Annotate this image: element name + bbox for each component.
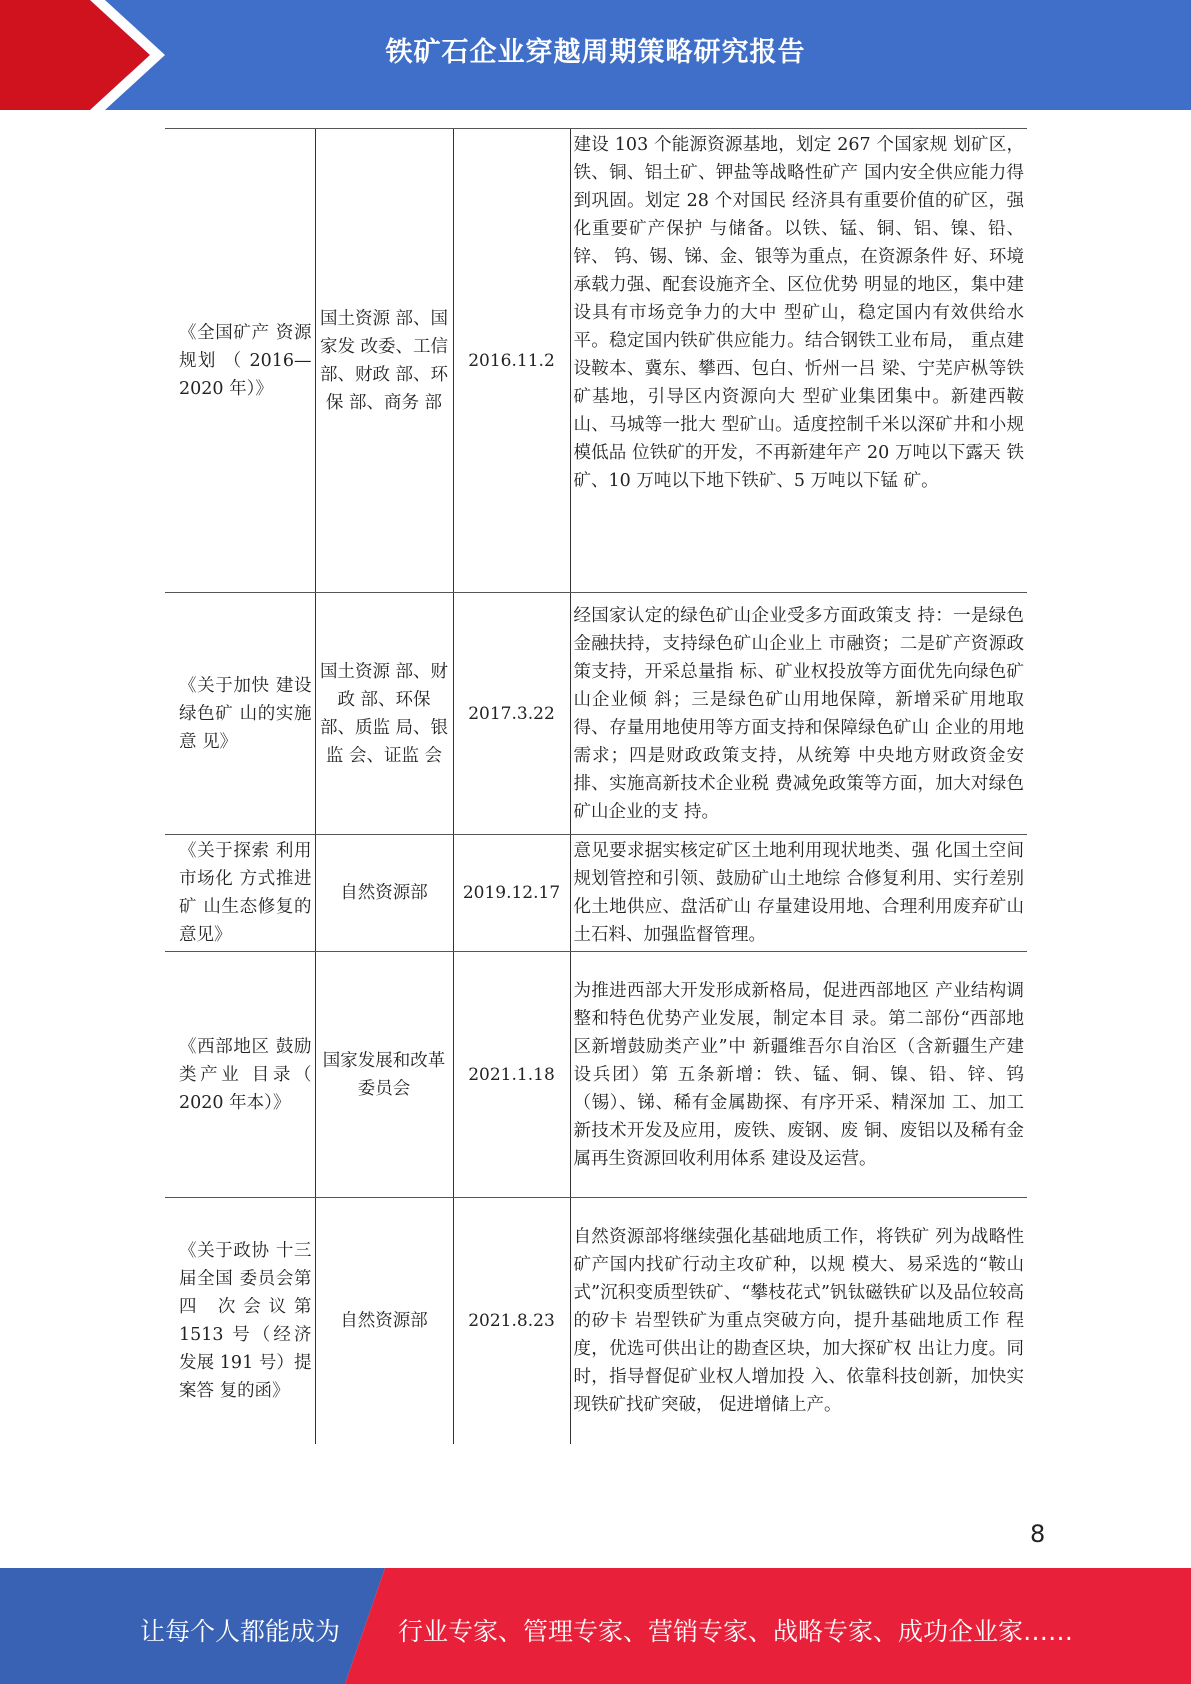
footer-slogan-left: 让每个人都能成为	[140, 1617, 341, 1646]
table-row	[165, 129, 1027, 593]
policy-name: 《西部地区 鼓励类产业 目录（ 2020 年本）》	[165, 952, 315, 1198]
policy-name: 《关于政协 十三届全国 委员会第四 次会议第 1513 号（经济发展 191 号）提案答 复的函》	[165, 1198, 315, 1444]
page-number: 8	[1030, 1520, 1046, 1548]
report-title: 铁矿石企业穿越周期策略研究报告	[385, 37, 806, 68]
issuing-department: 国家发展和改革委员会	[315, 952, 453, 1198]
issue-date: 2021.8.23	[453, 1198, 570, 1444]
policy-content: 自然资源部将继续强化基础地质工作，将铁矿 列为战略性矿产国内找矿行动主攻矿种，以规 模大、易采选的“鞍山式”沉积变质型铁矿、“攀枝花式”钒钛磁铁矿以及品位较高的矽卡 岩型铁矿为重点突破方向，提升基础地质工作 程度，优选可供出让的勘查区块，加大探矿权 出让力度。同时，指导督促矿业权人增加投 入、依靠科技创新，加快实现铁矿找矿突破， 促进增储上产。	[570, 1198, 1027, 1444]
table-row	[165, 593, 1027, 835]
issue-date: 2016.11.2	[453, 129, 570, 593]
policy-name: 《全国矿产 资源规划 （ 2016— 2020 年）》	[165, 129, 315, 593]
table-row	[165, 835, 1027, 952]
footer-slogan-right: 行业专家、管理专家、营销专家、战略专家、成功企业家……	[398, 1617, 1074, 1646]
issue-date: 2017.3.22	[453, 593, 570, 835]
issuing-department: 国土资源 部、财政 部、环保 部、质监 局、银监 会、证监 会	[315, 593, 453, 835]
policy-content: 为推进西部大开发形成新格局，促进西部地区 产业结构调整和特色优势产业发展，制定本目 录。第二部份“西部地区新增鼓励类产业”中 新疆维吾尔自治区（含新疆生产建设兵团）第 五条新增：铁、锰、铜、镍、铅、锌、钨（锡）、锑、稀有金属勘探、有序开采、精深加 工、加工新技术开发及应用，废铁、废钢、废 铜、废铝以及稀有金属再生资源回收利用体系 建设及运营。	[570, 952, 1027, 1198]
issuing-department: 自然资源部	[315, 1198, 453, 1444]
issuing-department: 国土资源 部、国家发 改委、工信 部、财政 部、环保 部、商务 部	[315, 129, 453, 593]
issue-date: 2021.1.18	[453, 952, 570, 1198]
policy-content: 经国家认定的绿色矿山企业受多方面政策支 持：一是绿色金融扶持，支持绿色矿山企业上 市融资；二是矿产资源政策支持，开采总量指 标、矿业权投放等方面优先向绿色矿山企业倾 斜；三是绿色矿山用地保障，新增采矿用地取 得、存量用地使用等方面支持和保障绿色矿山 企业的用地需求；四是财政政策支持，从统筹 中央地方财政资金安排、实施高新技术企业税 费减免政策等方面，加大对绿色矿山企业的支 持。	[570, 593, 1027, 835]
policy-name: 《关于探索 利用市场化 方式推进矿 山生态修复的意见》	[165, 835, 315, 952]
page-footer	[0, 1568, 1191, 1684]
policy-content: 意见要求据实核定矿区土地利用现状地类、强 化国土空间规划管控和引领、鼓励矿山土地综 合修复利用、实行差别化土地供应、盘活矿山 存量建设用地、合理利用废弃矿山土石料、加强监督管理。	[570, 835, 1027, 952]
table-row	[165, 952, 1027, 1198]
issue-date: 2019.12.17	[453, 835, 570, 952]
page-header	[0, 0, 1191, 110]
policy-table	[165, 128, 1027, 1444]
issuing-department: 自然资源部	[315, 835, 453, 952]
policy-name: 《关于加快 建设绿色矿 山的实施意 见》	[165, 593, 315, 835]
table-row	[165, 1198, 1027, 1444]
policy-content: 建设 103 个能源资源基地，划定 267 个国家规 划矿区，铁、铜、铝土矿、钾盐等战略性矿产 国内安全供应能力得到巩固。划定 28 个对国民 经济具有重要价值的矿区，强化重要矿产保护 与储备。以铁、锰、铜、铝、镍、铅、锌、 钨、锡、锑、金、银等为重点，在资源条件 好、环境承载力强、配套设施齐全、区位优势 明显的地区，集中建设具有市场竞争力的大中 型矿山，稳定国内有效供给水平。稳定国内铁矿供应能力。结合钢铁工业布局， 重点建设鞍本、冀东、攀西、包白、忻州一吕 梁、宁芜庐枞等铁矿基地，引导区内资源向大 型矿业集团集中。新建西鞍山、马城等一批大 型矿山。适度控制千米以深矿井和小规模低品 位铁矿的开发，不再新建年产 20 万吨以下露天 铁矿、10 万吨以下地下铁矿、5 万吨以下锰 矿。	[570, 129, 1027, 593]
